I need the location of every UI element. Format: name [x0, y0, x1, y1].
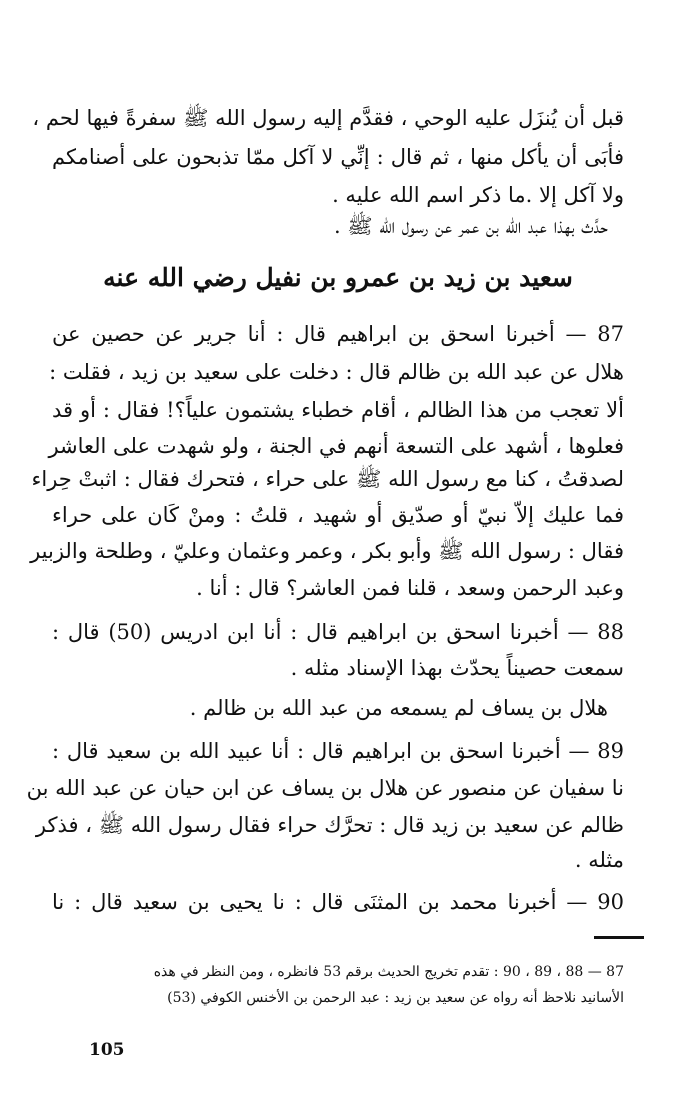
footnote-line: 87 — 88 ، 89 ، 90 : تقدم تخريج الحديث برقم 53 فانظره ، ومن النظر في هذه — [153, 964, 624, 980]
footnote-line: الأسانيد نلاحظ أنه رواه عن سعيد بن زيد : عبد الرحمن بن الأخنس الكوفي (53) — [167, 990, 624, 1006]
footnote-rule — [594, 936, 644, 939]
hadith-87-line: هلال عن عبد الله بن ظالم قال : دخلت على سعيد بن زيد ، فقلت : — [49, 360, 624, 384]
hadith-87-line: فما عليك إلاّ نبيّ أو صدّيق أو شهيد ، قلتُ : ومنْ كَان على حراء — [52, 503, 624, 527]
hadith-88-line: 88 — أخبرنا اسحق بن ابراهيم قال : أنا ابن ادريس (50) قال : — [52, 620, 624, 644]
hadith-89-line: ظالم عن سعيد بن زيد قال : تحرَّك حراء فقال رسول الله ﷺ ، فذكر — [35, 813, 624, 837]
hadith-89-line: نا سفيان عن منصور عن هلال بن يساف عن ابن حيان عن عبد الله بن — [26, 776, 624, 800]
page-number: 105 — [89, 1040, 125, 1060]
hadith-87-line: فعلوها ، أشهد على التسعة أنهم في الجنة ، ولو شهدت على العاشر — [48, 434, 624, 458]
hadith-89-line: مثله . — [574, 848, 624, 872]
text-line: حدَّث بهذا عبد الله بن عمر عن رسول الله ﷺ . — [333, 214, 608, 238]
section-heading: سعيد بن زيد بن عمرو بن نفيل رضي الله عنه — [103, 263, 573, 292]
hadith-87-line: ألا تعجب من هذا الظالم ، أقام خطباء يشتمون علياً؟! فقال : أو قد — [52, 398, 624, 422]
hadith-87-line: فقال : رسول الله ﷺ وأبو بكر ، وعمر وعثمان وعليّ ، وطلحة والزبير — [30, 539, 624, 563]
hadith-89-line: 89 — أخبرنا اسحق بن ابراهيم قال : أنا عبيد الله بن سعيد قال : — [52, 739, 624, 763]
hadith-87-line: وعبد الرحمن وسعد ، قلنا فمن العاشر؟ قال : أنا . — [196, 576, 624, 600]
hadith-88-note: هلال بن يساف لم يسمعه من عبد الله بن ظالم . — [189, 696, 608, 720]
text-line: قبل أن يُنزَل عليه الوحي ، فقدَّم إليه رسول الله ﷺ سفرةً فيها لحم ، — [32, 106, 624, 130]
text-line: ولا آكل إلا .ما ذكر اسم الله عليه . — [332, 183, 624, 207]
hadith-88-line: سمعت حصيناً يحدّث بهذا الإسناد مثله . — [290, 656, 624, 680]
hadith-87-line: لصدقتُ ، كنا مع رسول الله ﷺ على حراء ، فتحرك فقال : اثبتْ حِراء — [31, 467, 624, 491]
hadith-87-line: 87 — أخبرنا اسحق بن ابراهيم قال : أنا جرير عن حصين عن — [52, 322, 624, 346]
text-line: فأبَى أن يأكل منها ، ثم قال : إنِّي لا آكل ممّا تذبحون على أصنامكم — [52, 145, 624, 169]
hadith-90-line: 90 — أخبرنا محمد بن المثنَى قال : نا يحيى بن سعيد قال : نا — [52, 890, 624, 914]
